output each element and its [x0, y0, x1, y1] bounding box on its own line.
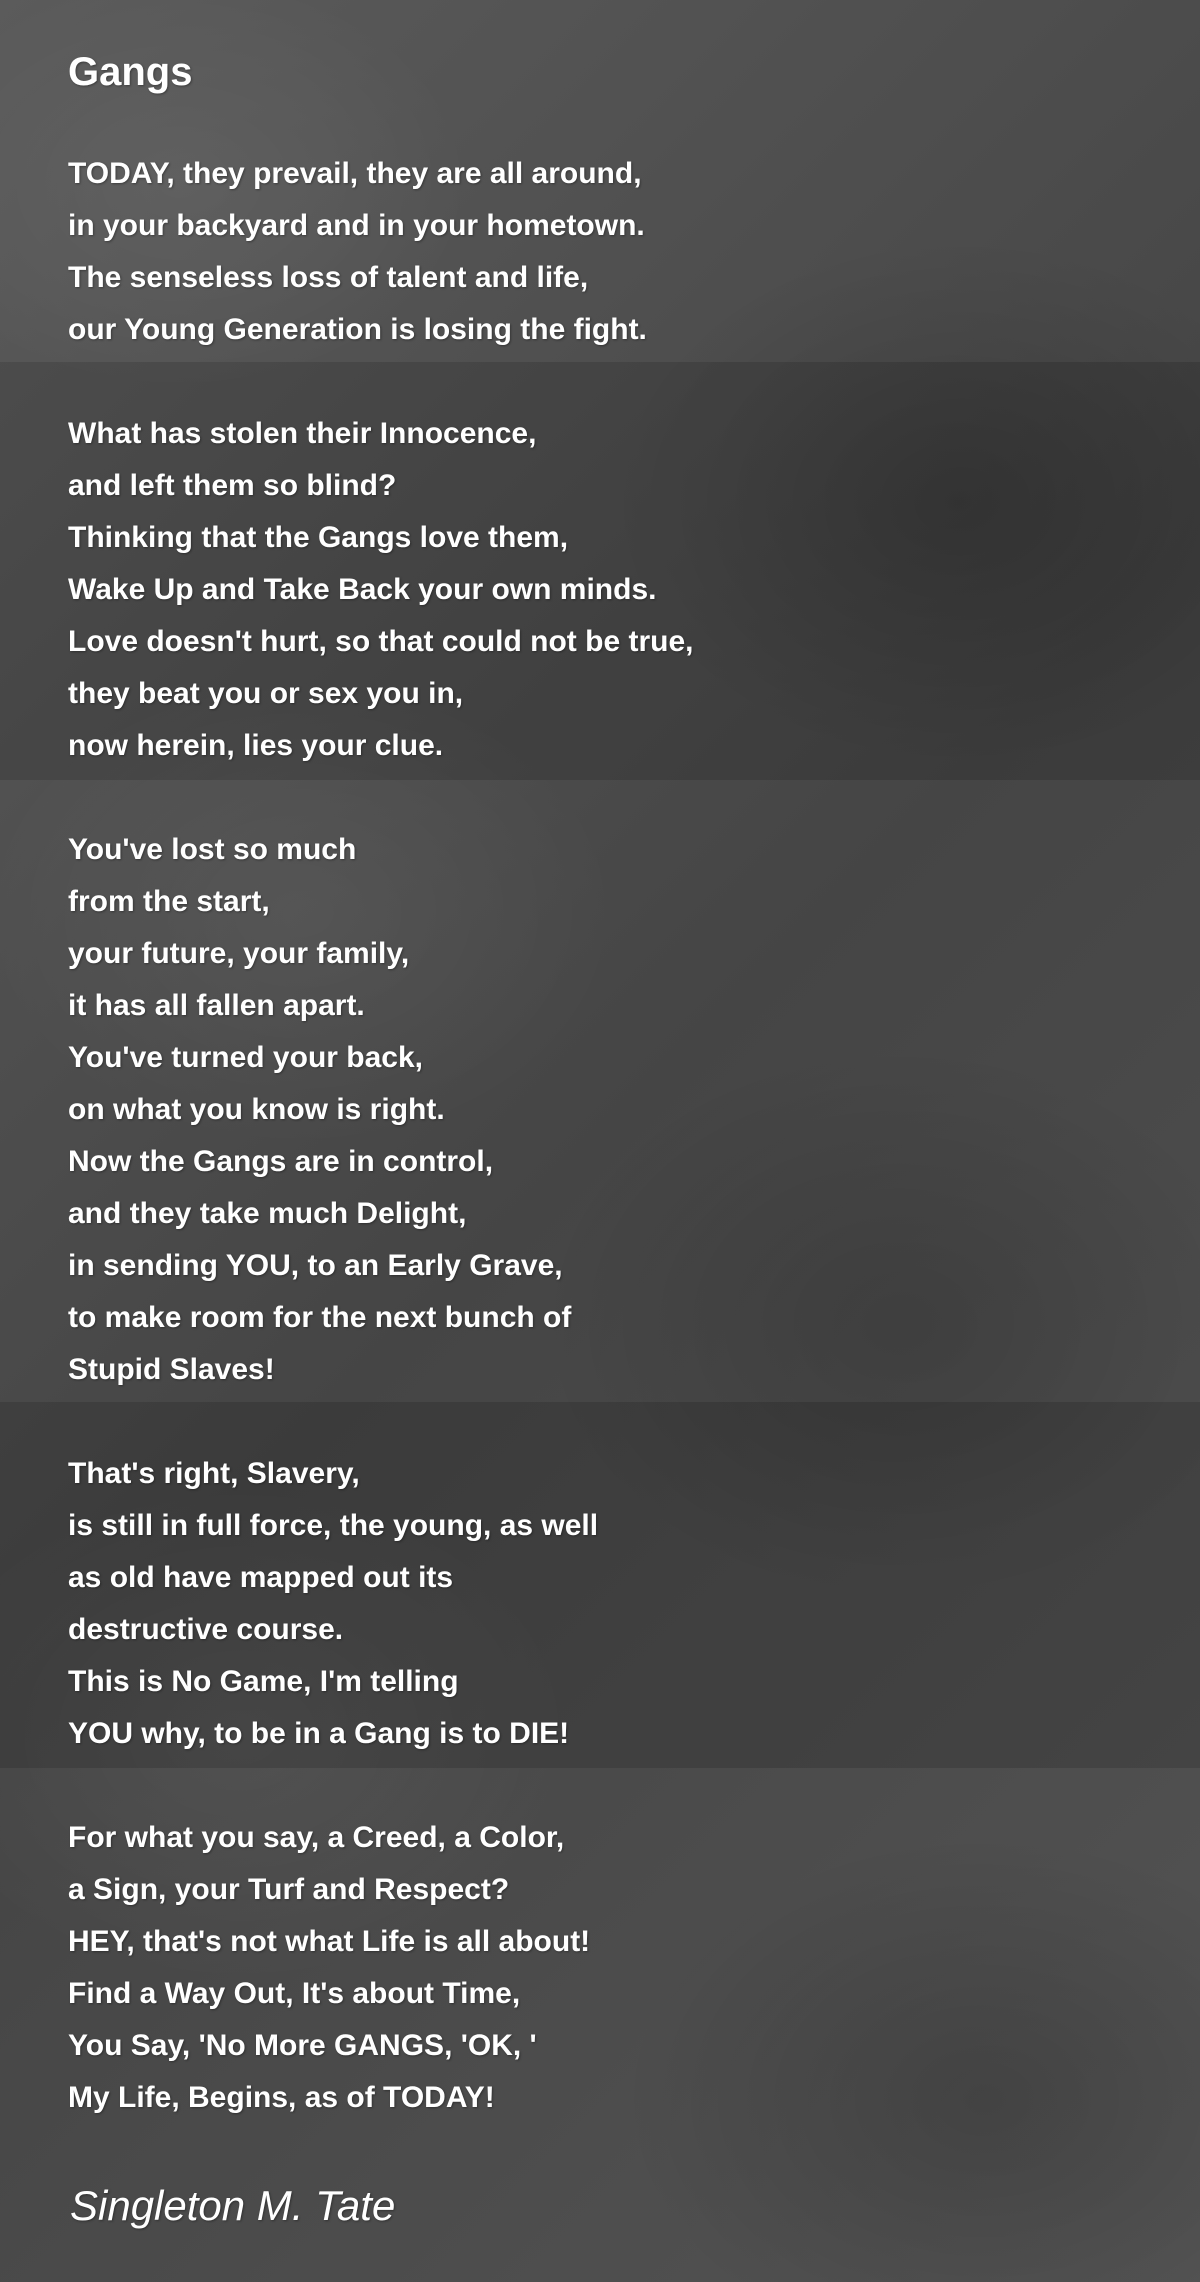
verse-line: Find a Way Out, It's about Time,: [68, 1977, 521, 2010]
verse-line: Love doesn't hurt, so that could not be true,: [68, 625, 694, 658]
verse-line: Now the Gangs are in control,: [68, 1145, 494, 1178]
verse-line: as old have mapped out its: [68, 1561, 454, 1594]
verse-line: it has all fallen apart.: [68, 989, 365, 1022]
verse-line: What has stolen their Innocence,: [68, 417, 537, 450]
stanza-3: [68, 824, 571, 1396]
verse-line: in sending YOU, to an Early Grave,: [68, 1249, 563, 1282]
verse-line: now herein, lies your clue.: [68, 729, 444, 762]
stanza-5: [68, 1812, 590, 2124]
verse-line: HEY, that's not what Life is all about!: [68, 1925, 591, 1958]
verse-line: from the start,: [68, 885, 270, 918]
verse-line: to make room for the next bunch of: [68, 1301, 572, 1334]
verse-line: your future, your family,: [68, 937, 410, 970]
verse-line: and left them so blind?: [68, 469, 397, 502]
poem-author: Singleton M. Tate: [70, 2182, 396, 2229]
verse-line: You Say, 'No More GANGS, 'OK, ': [68, 2029, 537, 2062]
verse-line: and they take much Delight,: [68, 1197, 467, 1230]
stanza-2: [68, 408, 693, 772]
verse-line: My Life, Begins, as of TODAY!: [68, 2081, 495, 2114]
verse-line: on what you know is right.: [68, 1093, 445, 1126]
verse-line: in your backyard and in your hometown.: [68, 209, 645, 242]
verse-line: Stupid Slaves!: [68, 1353, 275, 1386]
verse-line: You've lost so much: [68, 833, 357, 866]
verse-line: a Sign, your Turf and Respect?: [68, 1873, 510, 1906]
stanza-4: [68, 1448, 598, 1760]
verse-line: Wake Up and Take Back your own minds.: [68, 573, 657, 606]
verse-line: The senseless loss of talent and life,: [68, 261, 589, 294]
verse-line: is still in full force, the young, as well: [68, 1509, 599, 1542]
verse-line: This is No Game, I'm telling: [68, 1665, 459, 1698]
verse-line: destructive course.: [68, 1613, 344, 1646]
verse-line: Thinking that the Gangs love them,: [68, 521, 569, 554]
verse-line: That's right, Slavery,: [68, 1457, 360, 1490]
verse-line: TODAY, they prevail, they are all around,: [68, 157, 642, 190]
verse-line: YOU why, to be in a Gang is to DIE!: [68, 1717, 570, 1750]
stanza-1: [68, 148, 647, 356]
poem-title: Gangs: [68, 50, 193, 94]
verse-line: our Young Generation is losing the fight.: [68, 313, 647, 346]
verse-line: they beat you or sex you in,: [68, 677, 464, 710]
verse-line: For what you say, a Creed, a Color,: [68, 1821, 565, 1854]
verse-line: You've turned your back,: [68, 1041, 423, 1074]
